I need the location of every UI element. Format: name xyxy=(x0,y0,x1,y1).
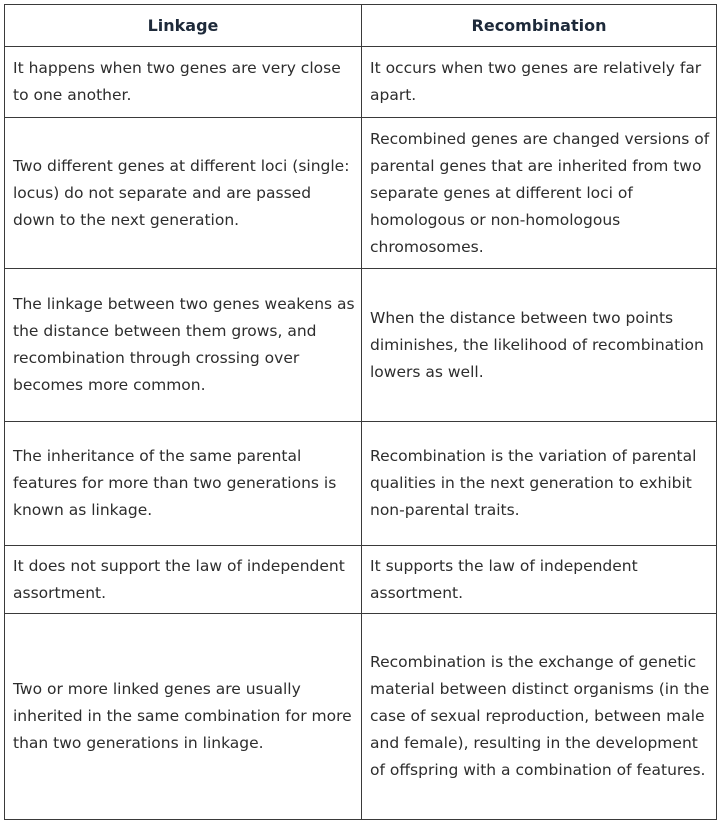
table-row xyxy=(5,614,717,820)
linkage-cell: It does not support the law of independent assortment. xyxy=(5,546,362,614)
linkage-cell: It happens when two genes are very close to one another. xyxy=(5,47,362,118)
table-row xyxy=(5,118,717,269)
recombination-cell: Recombined genes are changed versions of parental genes that are inherited from two separate genes at different loci of homologous or non-homologous chromosomes. xyxy=(362,118,717,269)
recombination-cell: Recombination is the variation of parental qualities in the next generation to exhibit non-parental traits. xyxy=(362,422,717,546)
table-row xyxy=(5,47,717,118)
header-recombination: Recombination xyxy=(362,5,717,47)
table-header-row xyxy=(5,5,717,47)
recombination-cell: Recombination is the exchange of genetic material between distinct organisms (in the case of sexual reproduction, between male and female), resulting in the development of offspring with a combination of features. xyxy=(362,614,717,820)
header-linkage: Linkage xyxy=(5,5,362,47)
recombination-cell: It occurs when two genes are relatively far apart. xyxy=(362,47,717,118)
recombination-cell: When the distance between two points diminishes, the likelihood of recombination lowers as well. xyxy=(362,269,717,422)
table-row xyxy=(5,546,717,614)
linkage-cell: Two different genes at different loci (single: locus) do not separate and are passed down to the next generation. xyxy=(5,118,362,269)
comparison-table-container xyxy=(4,4,716,820)
linkage-cell: The linkage between two genes weakens as the distance between them grows, and recombination through crossing over becomes more common. xyxy=(5,269,362,422)
table-row xyxy=(5,422,717,546)
linkage-cell: Two or more linked genes are usually inherited in the same combination for more than two generations in linkage. xyxy=(5,614,362,820)
table-row xyxy=(5,269,717,422)
linkage-cell: The inheritance of the same parental features for more than two generations is known as linkage. xyxy=(5,422,362,546)
linkage-vs-recombination-table xyxy=(4,4,717,820)
recombination-cell: It supports the law of independent assortment. xyxy=(362,546,717,614)
